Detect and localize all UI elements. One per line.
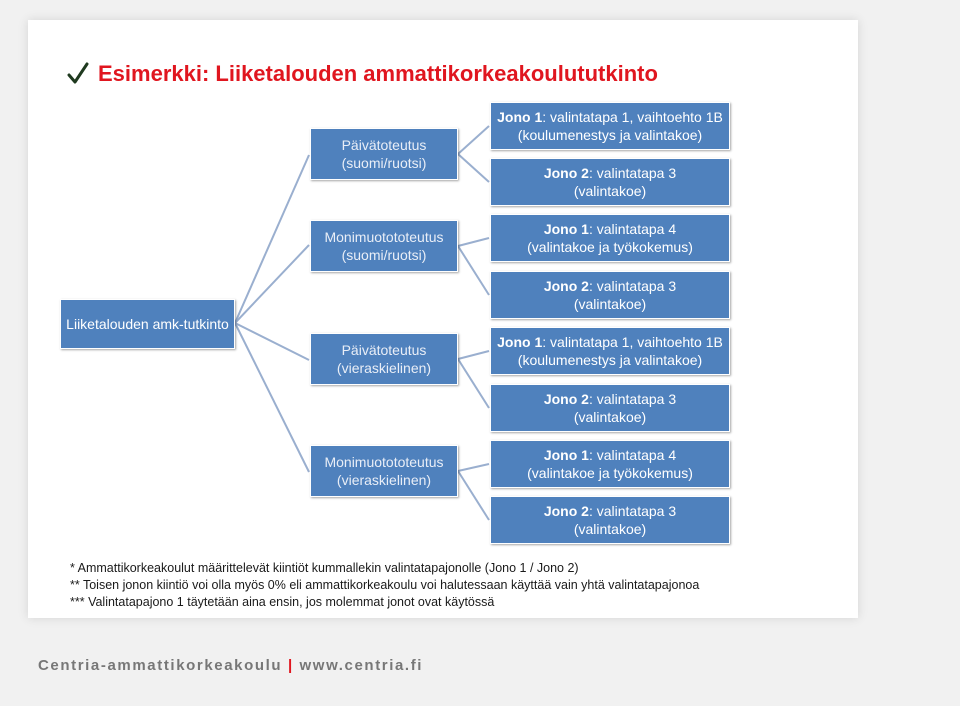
leaf-method: : valintatapa 3 [588, 503, 677, 519]
leaf-queue-label: Jono 2 [543, 165, 589, 181]
leaf-node-1-2 [490, 158, 730, 206]
leaf-method: : valintatapa 3 [588, 278, 677, 294]
connector-branch-4-leaf-1 [458, 464, 489, 471]
branch-node-line1: Monimuotototeutus [324, 229, 444, 245]
footnote-1: * Ammattikorkeakoulut määrittelevät kiintiöt kummallekin valintatapajonolle (Jono 1 / Jono 2) [70, 561, 579, 575]
leaf-queue-label: Jono 1 [543, 221, 589, 237]
leaf-queue-label: Jono 2 [543, 503, 589, 519]
footnote-3: *** Valintatapajono 1 täytetään aina ensin, jos molemmat jonot ovat käytössä [70, 595, 495, 609]
branch-node-line2: (suomi/ruotsi) [341, 247, 427, 263]
footer-org: Centria-ammattikorkeakoulu [38, 657, 283, 674]
leaf-node-2-2 [490, 271, 730, 319]
root-node-label: Liiketalouden amk-tutkinto [66, 316, 229, 332]
leaf-detail: (valintakoe ja työkokemus) [527, 239, 693, 255]
connector-branch-1-leaf-1 [458, 126, 489, 154]
branch-node-1 [310, 128, 458, 180]
branch-node-line2: (vieraskielinen) [336, 360, 432, 376]
leaf-node-1-1 [490, 102, 730, 150]
connector-root-branch-1 [235, 155, 309, 323]
leaf-detail: (koulumenestys ja valintakoe) [517, 127, 703, 143]
footer [38, 657, 423, 674]
connector-root-branch-4 [235, 323, 309, 472]
leaf-method: : valintatapa 1, vaihtoehto 1B [542, 334, 723, 350]
leaf-queue-label: Jono 2 [543, 278, 589, 294]
leaf-detail: (valintakoe) [573, 409, 647, 425]
leaf-method: : valintatapa 1, vaihtoehto 1B [542, 109, 723, 125]
branch-node-line1: Päivätoteutus [341, 137, 427, 153]
leaf-method: : valintatapa 3 [588, 391, 677, 407]
page-title: Esimerkki: Liiketalouden ammattikorkeakoulututkinto [98, 61, 658, 86]
connector-branch-3-leaf-2 [458, 359, 489, 408]
branch-node-2 [310, 220, 458, 272]
leaf-node-3-1 [490, 327, 730, 375]
leaf-queue-label: Jono 2 [543, 391, 589, 407]
leaf-detail: (valintakoe) [573, 296, 647, 312]
branch-node-line1: Päivätoteutus [341, 342, 427, 358]
leaf-method: : valintatapa 3 [588, 165, 677, 181]
connector-root-branch-3 [235, 323, 309, 360]
leaf-node-2-1 [490, 214, 730, 262]
footer-separator: | [287, 657, 294, 674]
connector-root-branch-2 [235, 245, 309, 323]
leaf-detail: (valintakoe ja työkokemus) [527, 465, 693, 481]
leaf-queue-label: Jono 1 [497, 109, 543, 125]
root-node [60, 299, 235, 349]
branch-node-4 [310, 445, 458, 497]
leaf-method: : valintatapa 4 [588, 447, 677, 463]
connector-branch-2-leaf-1 [458, 238, 489, 246]
leaf-queue-label: Jono 1 [497, 334, 543, 350]
connector-branch-1-leaf-2 [458, 154, 489, 182]
leaf-node-3-2 [490, 384, 730, 432]
leaf-node-4-2 [490, 496, 730, 544]
leaf-detail: (valintakoe) [573, 521, 647, 537]
leaf-detail: (koulumenestys ja valintakoe) [517, 352, 703, 368]
connector-branch-2-leaf-2 [458, 246, 489, 295]
branch-node-line1: Monimuotototeutus [324, 454, 444, 470]
branch-node-line2: (suomi/ruotsi) [341, 155, 427, 171]
footer-url[interactable]: www.centria.fi [299, 657, 424, 674]
footnote-2: ** Toisen jonon kiintiö voi olla myös 0% eli ammattikorkeakoulu voi halutessaan käyttää vain yhtä valintatapajonoa [70, 578, 700, 592]
branch-node-line2: (vieraskielinen) [336, 472, 432, 488]
leaf-queue-label: Jono 1 [543, 447, 589, 463]
branch-node-3 [310, 333, 458, 385]
leaf-detail: (valintakoe) [573, 183, 647, 199]
connector-branch-4-leaf-2 [458, 471, 489, 520]
leaf-node-4-1 [490, 440, 730, 488]
footnotes [70, 560, 699, 611]
connector-branch-3-leaf-1 [458, 351, 489, 359]
leaf-method: : valintatapa 4 [588, 221, 677, 237]
